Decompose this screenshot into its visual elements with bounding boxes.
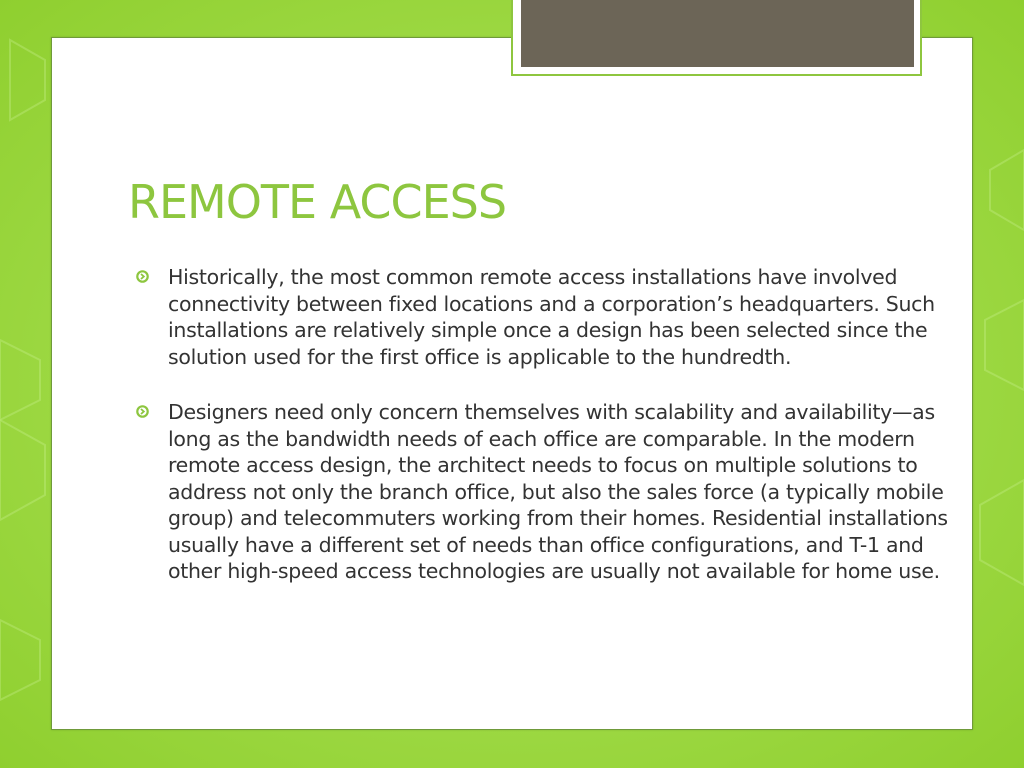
bullet-item	[128, 399, 948, 585]
bullet-text: Historically, the most common remote access installations have involved connectivity between fixed locations and a corporation’s headquarters. Such installations are relatively simple once a design has been selected since the solution used for the first office is applicable to the hundredth.	[168, 265, 935, 369]
bullet-item	[128, 264, 948, 370]
bullet-text: Designers need only concern themselves with scalability and availability—as long as the bandwidth needs of each office are comparable. In the modern remote access design, the architect needs to focus on multiple solutions to address not only the branch office, but also the sales force (a typically mobile group) and telecommuters working from their homes. Residential installations usually have a different set of needs than office configurations, and T-1 and other high-speed access technologies are usually not available for home use.	[168, 400, 948, 583]
slide-title: REMOTE ACCESS	[128, 175, 507, 229]
circle-chevron-right-icon	[136, 404, 149, 419]
accent-block	[521, 0, 914, 67]
bullet-list	[128, 264, 948, 614]
circle-chevron-right-icon	[136, 269, 149, 284]
